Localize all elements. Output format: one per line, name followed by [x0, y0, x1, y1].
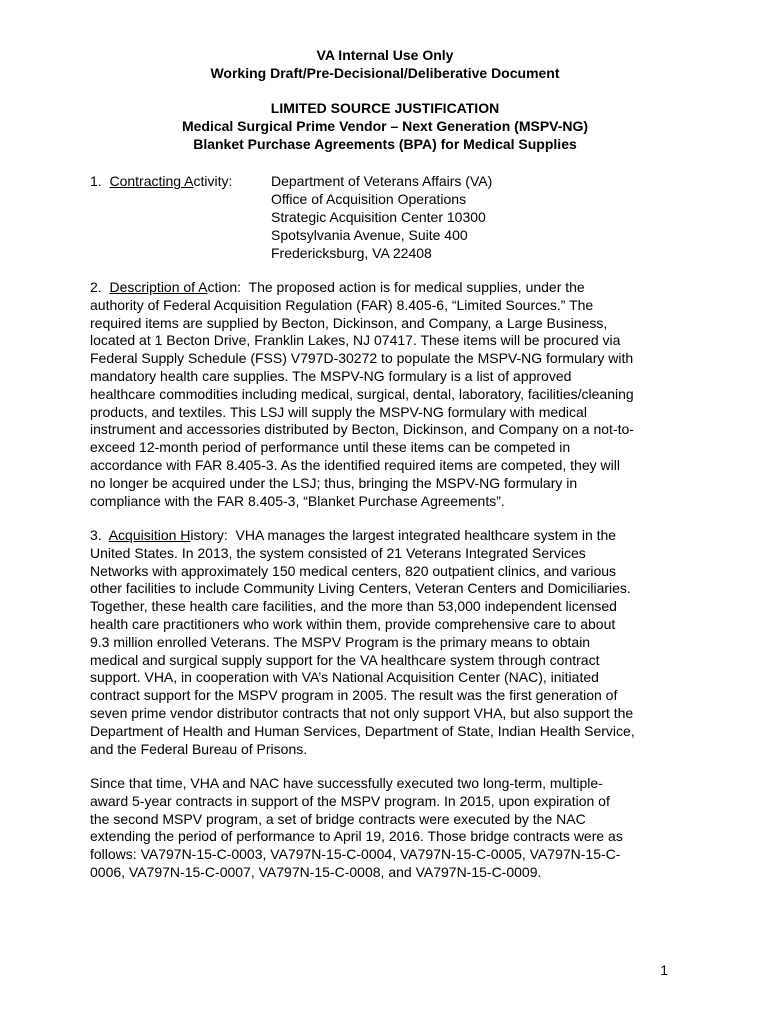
- title-line-2: Medical Surgical Prime Vendor – Next Generation (MSPV-NG): [181, 118, 589, 134]
- paragraph-line: the second MSPV program, a set of bridge contracts were executed by the NAC: [90, 810, 586, 827]
- page-number: 1: [660, 962, 668, 978]
- address-line: Office of Acquisition Operations: [271, 191, 467, 207]
- paragraph-line: located at 1 Becton Drive, Franklin Lakes, NJ 07417. These items will be procured via: [90, 332, 621, 349]
- section-1-number: 1.: [90, 173, 102, 189]
- paragraph-line: healthcare commodities including medical, surgical, dental, laboratory, facilities/cleaning: [90, 385, 634, 402]
- paragraph-line: authority of Federal Acquisition Regulation (FAR) 8.405-6, “Limited Sources.” The: [90, 296, 594, 313]
- header-line-1: VA Internal Use Only: [316, 47, 454, 63]
- section-2-number: 2.: [90, 279, 102, 295]
- paragraph-line: award 5-year contracts in support of the MSPV program. In 2015, upon expiration of: [90, 792, 610, 809]
- address-line: Spotsylvania Avenue, Suite 400: [271, 227, 468, 243]
- address-line: Fredericksburg, VA 22408: [271, 245, 432, 261]
- header-line-2: Working Draft/Pre-Decisional/Deliberative Document: [210, 65, 560, 81]
- section-2-first-line-text: The proposed action is for medical supplies, under the: [248, 279, 585, 295]
- paragraph-line: United States. In 2013, the system consisted of 21 Veterans Integrated Services: [90, 544, 586, 561]
- contracting-address: [271, 172, 492, 262]
- section-description-of-action: [90, 279, 680, 510]
- section-acquisition-history: [90, 527, 680, 758]
- title-line-3: Blanket Purchase Agreements (BPA) for Medical Supplies: [193, 136, 577, 152]
- paragraph-line: follows: VA797N-15-C-0003, VA797N-15-C-0004, VA797N-15-C-0005, VA797N-15-C-: [90, 846, 621, 863]
- section-2-label-underlined: Description of A: [109, 279, 208, 295]
- section-3-label-underlined: Acquisition H: [108, 527, 191, 543]
- paragraph-line: 9.3 million enrolled Veterans. The MSPV Program is the primary means to obtain: [90, 633, 591, 650]
- paragraph-line: [90, 279, 680, 297]
- section-1-label-rest: ctivity:: [193, 173, 233, 189]
- paragraph-line: contract support for the MSPV program in 2005. The result was the first generation of: [90, 687, 618, 704]
- document-header: [0, 46, 770, 82]
- section-1-label-underlined: Contracting A: [109, 173, 194, 189]
- paragraph-line: accordance with FAR 8.405-3. As the identified required items are competed, they will: [90, 456, 620, 473]
- paragraph-line: exceed 12-month period of performance until these items can be competed in: [90, 439, 571, 456]
- paragraph-line: medical and surgical supply support for the VA healthcare system through contract: [90, 651, 600, 668]
- document-title: [0, 99, 770, 153]
- paragraph-line: extending the period of performance to April 19, 2016. Those bridge contracts were as: [90, 828, 623, 845]
- paragraph-line: products, and textiles. This LSJ will supply the MSPV-NG formulary with medical: [90, 403, 587, 420]
- section-acquisition-history-continued: [90, 775, 680, 882]
- paragraph-line: no longer be acquired under the LSJ; thus, bringing the MSPV-NG formulary in: [90, 474, 578, 491]
- title-line-1: LIMITED SOURCE JUSTIFICATION: [270, 100, 500, 116]
- paragraph-line: compliance with the FAR 8.405-3, “Blanket Purchase Agreements”.: [90, 492, 505, 509]
- paragraph-line: required items are supplied by Becton, Dickinson, and Company, a Large Business,: [90, 314, 608, 331]
- paragraph-line: [90, 527, 680, 545]
- address-line: Strategic Acquisition Center 10300: [271, 209, 486, 225]
- paragraph-line: support. VHA, in cooperation with VA’s National Acquisition Center (NAC), initiated: [90, 669, 599, 686]
- section-1-label: [90, 172, 232, 190]
- paragraph-line: other facilities to include Community Living Centers, Veteran Centers and Domiciliaries.: [90, 580, 631, 597]
- paragraph-line: 0006, VA797N-15-C-0007, VA797N-15-C-0008, and VA797N-15-C-0009.: [90, 863, 542, 880]
- paragraph-line: Networks with approximately 150 medical centers, 820 outpatient clinics, and various: [90, 562, 617, 579]
- section-3-number: 3.: [90, 527, 102, 543]
- section-3-first-line-text: VHA manages the largest integrated healthcare system in the: [235, 527, 617, 543]
- paragraph-line: Together, these health care facilities, and the more than 53,000 independent licensed: [90, 598, 617, 615]
- section-3-label-rest: istory:: [190, 527, 228, 543]
- paragraph-line: seven prime vendor distributor contracts that not only support VHA, but also support the: [90, 704, 634, 721]
- section-2-label-rest: ction:: [207, 279, 241, 295]
- paragraph-line: mandatory health care supplies. The MSPV-NG formulary is a list of approved: [90, 367, 572, 384]
- paragraph-line: instrument and accessories distributed by Becton, Dickinson, and Company on a not-to-: [90, 421, 634, 438]
- paragraph-line: Federal Supply Schedule (FSS) V797D-30272 to populate the MSPV-NG formulary with: [90, 350, 634, 367]
- paragraph-line: and the Federal Bureau of Prisons.: [90, 740, 308, 757]
- paragraph-line: Department of Health and Human Services, Department of State, Indian Health Service,: [90, 722, 635, 739]
- paragraph-line: health care practitioners who work within them, provide comprehensive care to about: [90, 615, 616, 632]
- address-line: Department of Veterans Affairs (VA): [271, 173, 493, 189]
- paragraph-line: Since that time, VHA and NAC have successfully executed two long-term, multiple-: [90, 775, 603, 791]
